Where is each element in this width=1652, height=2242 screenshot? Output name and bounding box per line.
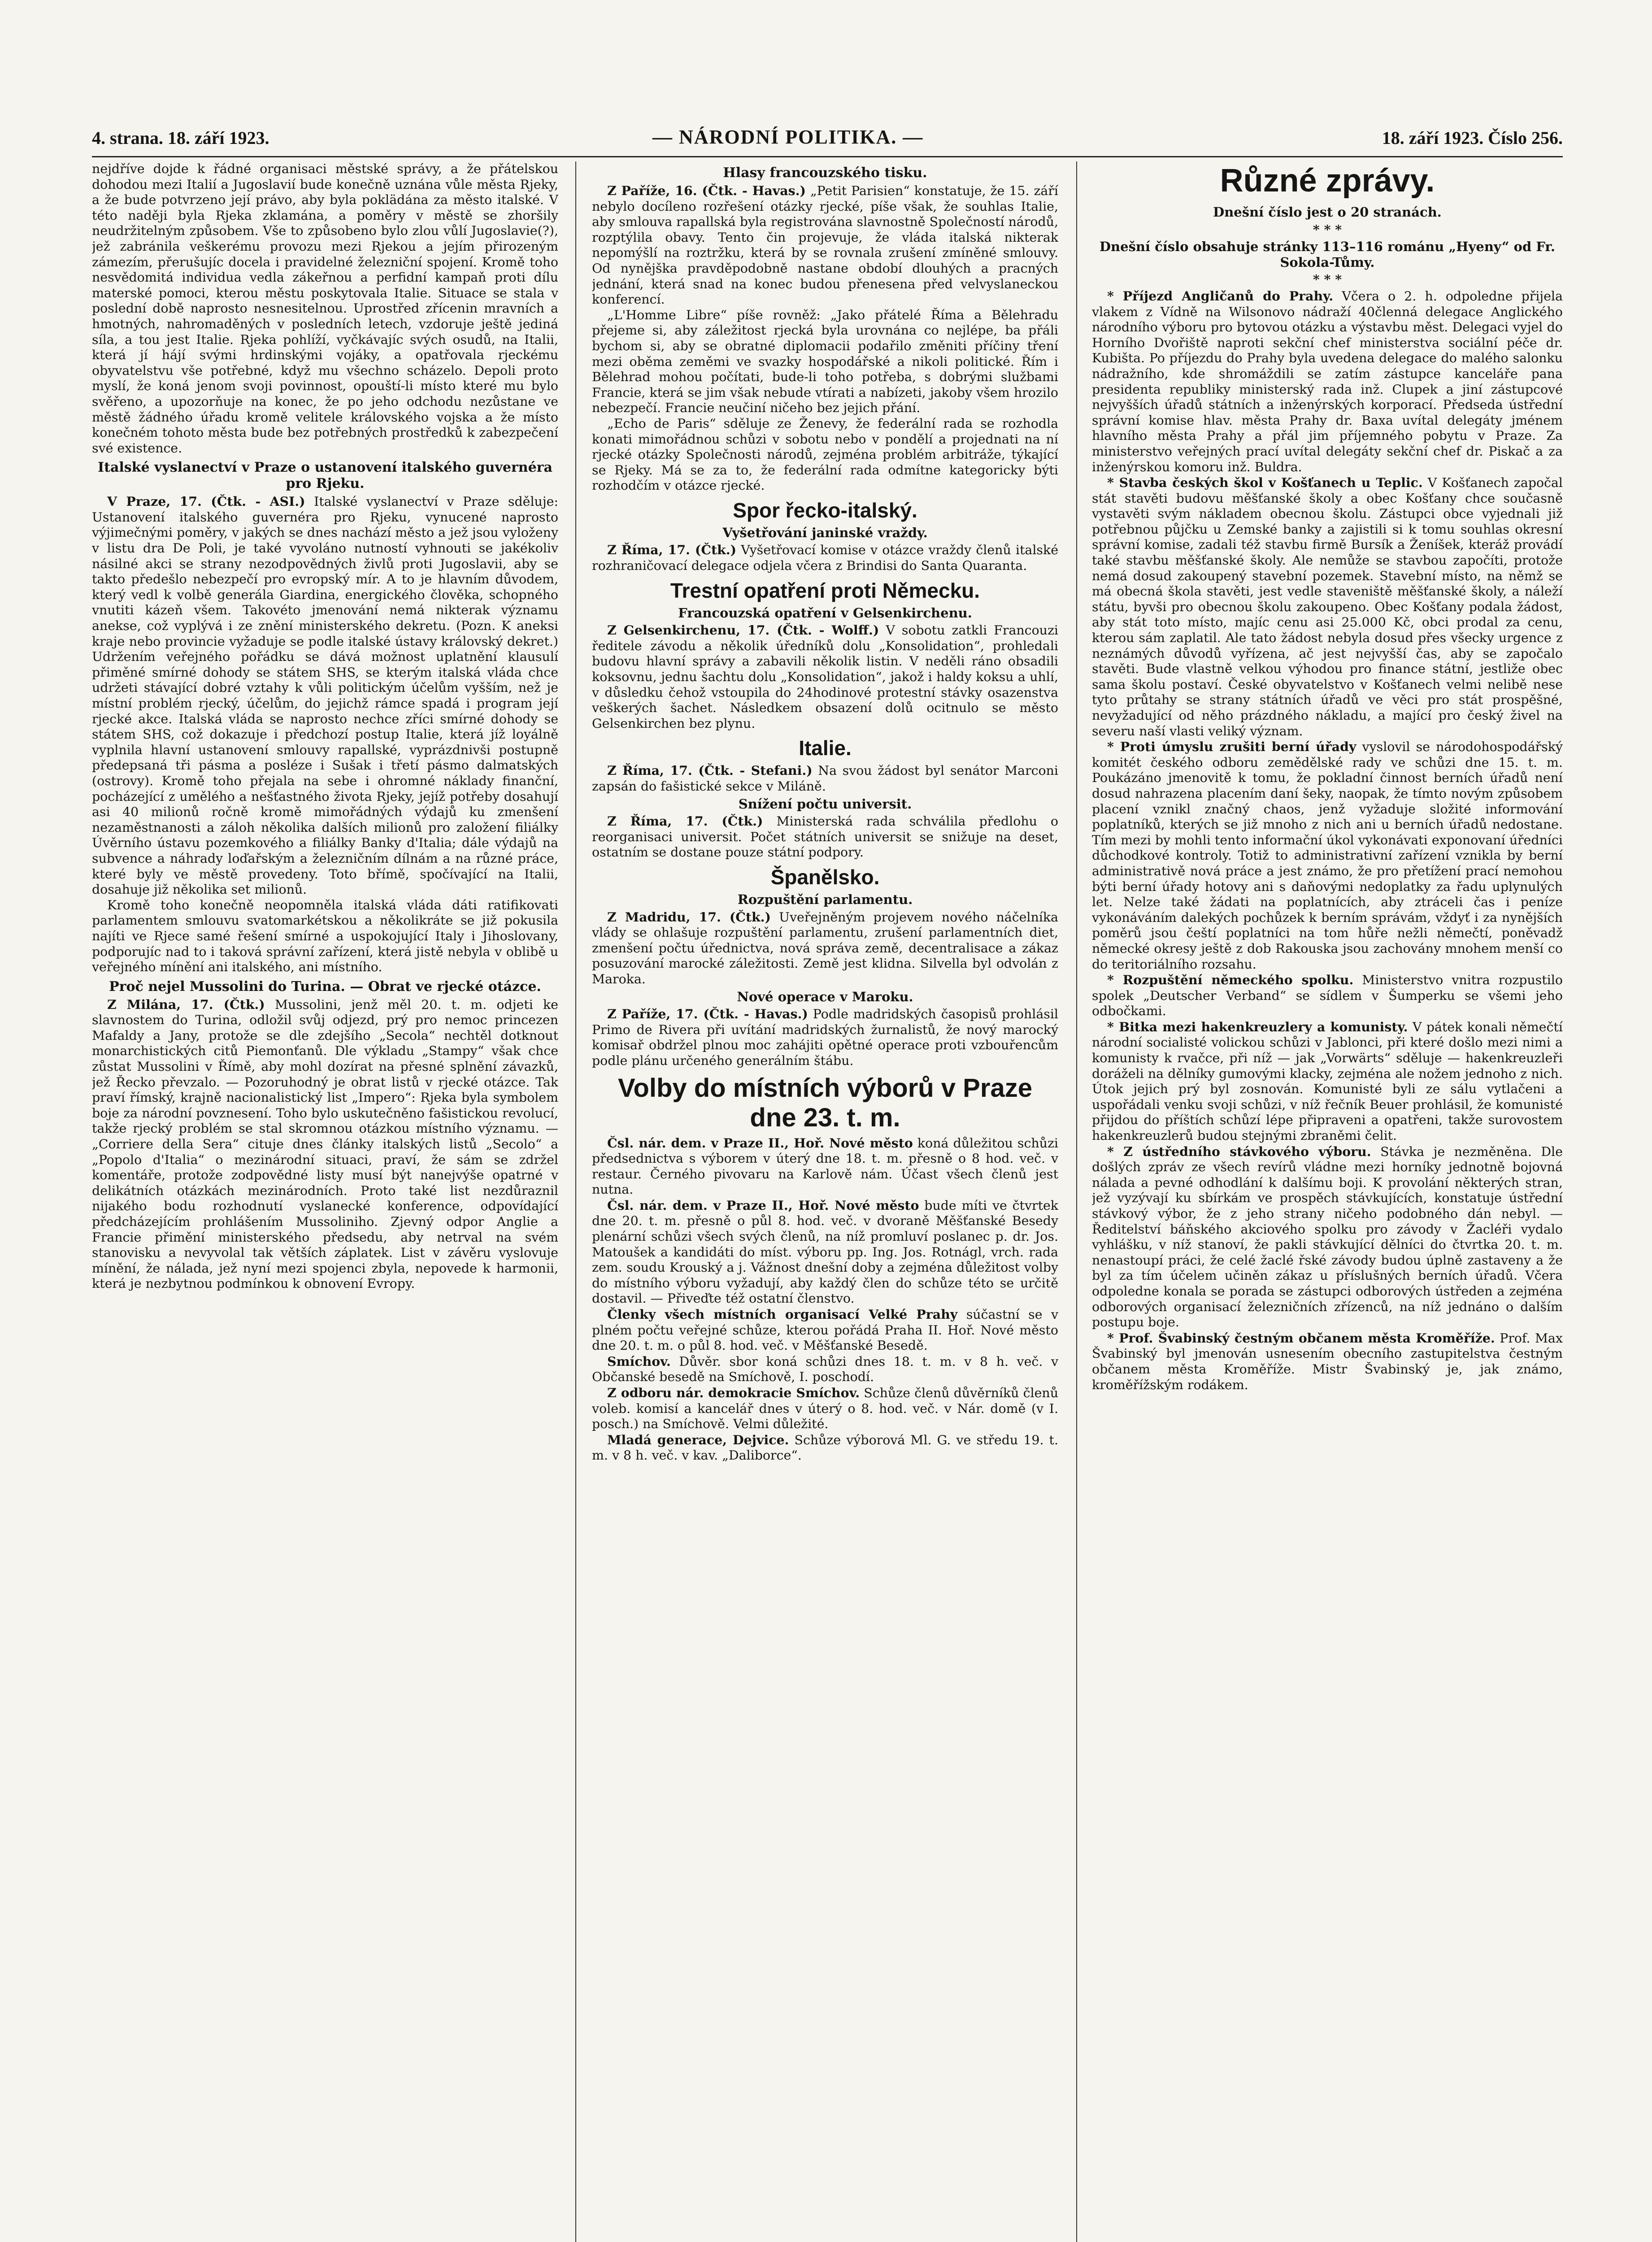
- notice-lead: Mladá generace, Dejvice.: [607, 1432, 789, 1447]
- article-text: Vyšetřovací komise v otázce vraždy členů italské rozhraničovací delegace odjela včera z Brindisi do Santa Quaranta.: [592, 543, 1058, 574]
- article-text: Ministerská rada schválila předlohu o reorganisaci universit. Počet státních universit se snižuje na deset, ostatním se dostane pouze státní podpory.: [592, 814, 1058, 860]
- notice-paragraph: [592, 1135, 1058, 1198]
- dateline: V Praze, 17. (Čtk. - ASI.): [107, 494, 305, 509]
- notice-lead: Členky všech místních organisací Velké Prahy: [607, 1307, 958, 1322]
- news-item-text: Ministerstvo vnitra rozpustilo spolek „Deutscher Verband“ se sídlem v Šumperku se všemi jeho odbočkami.: [1092, 973, 1563, 1019]
- article-text: Mussolini, jenž měl 20. t. m. odjeti ke slavnostem do Turina, odložil svůj odjezd, prý pro nemoc princezen Mafaldy a Jany, protože se dle zdejšího „Secola“ nechtěl dotknout monarchistických citů Piemonťanů. Dle výkladu „Stampy“ však chce zůstat Mussolini v Římě, aby mohl dozírat na přesné splnění závazků, jež Řecko převzalo. — Pozoruhodný je obrat listů v rjecké otázce. Tak praví římský, krajně nacionalistický list „Impero“: Rjeka byla symbolem boje za národní povznesení. Toho bylo uskutečněno fašistickou revolucí, takže rjecký problém se stal skromnou otázkou místního významu. — „Corriere della Sera“ cituje dnes články italských listů „Secolo“ a „Popolo d'Italia“ o mezinárodní situaci, praví, že sám se zdržel komentáře, protože zodpovědné listy musí být nanejvýše opatrné v delikátních otázkách mezinárodních. Proto také list nezdůraznil nijakého bodu rozhodnutí vyslanecké konference, odpovídající předcházejícím prohlášením Mussoliniho. Zjevný odpor Anglie a Francie přimění ministerského předsedu, aby netrval na svém stanovisku a nevyvolal tak větších záplatek. List v závěru vyslovuje mínění, že nálada, jež nyní mezi spojenci zbyla, nepovede k harmonii, která je nezbytnou podmínkou k obnovení Evropy.: [92, 997, 558, 1291]
- article-subheading: Nové operace v Maroku.: [737, 989, 913, 1004]
- article-paragraph: [592, 183, 1058, 308]
- notice-text: koná důležitou schůzi předsednictva s výborem v úterý dne 18. t. m. přesně o 8 hod. več. v restaur. Černého pivovaru na Karlově nám. Účast všech členů jest nutna.: [592, 1135, 1058, 1197]
- notice-text: súčastní se v plném počtu veřejné schůze, kterou pořádá Praha II. Hoř. Nové město dne 20. t. m. o půl 8. hod. več. v Měšťanské Besedě.: [592, 1307, 1058, 1353]
- section-title: Různé zprávy.: [1220, 163, 1435, 199]
- news-item-text: V pátek konali němečtí národní socialisté volickou schůzi v Jablonci, při které došlo mezi nimi a komunisty k rvačce, při níž — jak „Vorwärts“ sděluje — hakenkreuzleři doráželi na dělníky gumovými klacky, zejména ale nožem jednoho z nich. Útok jejich prý byl zosnován. Komunisté byli ze sálu vytlačeni a uspořádali venku svoji schůzi, v níž řečník Beuer prohlásil, že komunisté přijdou do příštích schůzí lépe připraveni a opatřeni, takže surovostem hakenkreuzlerů budou stejnými zbraněmi čelit.: [1092, 1019, 1563, 1143]
- article-paragraph: [592, 622, 1058, 731]
- issue-note: Dnešní číslo obsahuje stránky 113–116 románu „Hyeny“ od Fr. Sokola-Tůmy.: [1099, 239, 1556, 270]
- column-1: [92, 161, 558, 2242]
- article-paragraph: [592, 909, 1058, 987]
- article-paragraph: [592, 1006, 1058, 1069]
- dateline: Z Milána, 17. (Čtk.): [107, 996, 265, 1012]
- article-text: Italské vyslanectví v Praze sděluje: Ustanovení italského guvernéra pro Rjeku, vynucené naprosto výjimečnými poměry, v jakých se dnes nachází město a jež jsou vyloženy v listu dra De Poli, je také vyvoláno nutností vyhnouti se jakékoliv násilné akci se strany nezodpovědných živlů proti Jugoslavii, aby se takto předešlo nebezpečí pro evropský mír. A to je hlavním důvodem, který vedl k volbě generála Giardina, energického člověka, schopného vnutiti kázeň všem. Takovéto jmenování nemá nikterak významu anekse, což vyplývá i ze znění ministerského dekretu. (Pozn. K aneksi kraje nebo provincie vyžaduje se podle italské ústavy královský dekret.) Udržením veřejného pořádku se dává možnost uplatnění klausulí přiměné smírné dohody se státem SHS, se kterým italská vláda chce udržeti stávající dobré vztahy k vůli politickým účelům vyšším, než je místní problém rjecký, účelům, do jejichž rámce spadá i program její rjecké akce. Italská vláda se naprosto nechce zříci smírné dohody se státem SHS, což dokazuje i předchozí postup Italie, která jíž loyálně vyplnila hlavní ustanovení smlouvy rapallské, vyprázdnivši postupně předepsaná tři pásma a posléze i Sušak i třetí pásmo dalmatských (ostrovy). Kromě toho přejala na sebe i ohromné náklady finanční, pocházející z umělého a nešťastného života Rjeky, jejíž potřeby dosahují asi 40 milionů ročně kromě mimořádných výdajů ku zmenšení nezaměstnanosti a záloh několika dalších milionů pro založení filiálky Úvěrního ústavu pozemkového a filiálky Banky d'Italia; dále výdajů na subvence a náhrady loďařským a železničním dílnám a na různé práce, které byly ve městě provedeny. Toto břímě, spočívající na Italii, dosahuje již několika set milionů.: [92, 494, 558, 897]
- issue-note: Dnešní číslo jest o 20 stranách.: [1213, 204, 1442, 220]
- news-item: [1092, 972, 1563, 1019]
- article-text: Podle madridských časopisů prohlásil Primo de Rivera při uvítání madridských žurnalistů, že nový marocký komisař obdržel plnou moc zahájiti opětné operace proti vzbouřencům podle plánu určeného generálním štábu.: [592, 1007, 1058, 1068]
- column-divider: [1076, 161, 1077, 2242]
- masthead-title: — NÁRODNÍ POLITIKA. —: [652, 126, 924, 148]
- section-heading: Španělsko.: [770, 865, 880, 889]
- notice-paragraph: [592, 1307, 1058, 1354]
- article-paragraph: „L'Homme Libre“ píše rovněž: „Jako přátelé Říma a Bělehradu přejeme si, aby záležitost rjecká byla urovnána co nejlépe, ba přáli bychom si, aby se obratné diplomacii podařilo změniti příčiny tření mezi oběma zeměmi ve svazky hospodářské a nikoli politické. Řím i Bělehrad mohou počítati, bude-li toho potřeba, s dobrými službami Francie, která se jim však nebude vtírati a nabízeti, jakoby všem hrozilo nebezpečí. Francie neučiní ničeho bez jejich přání.: [592, 307, 1058, 416]
- dateline: Z Paříže, 16. (Čtk. - Havas.): [607, 183, 806, 198]
- article-paragraph: [92, 494, 558, 897]
- dateline: Z Paříže, 17. (Čtk. - Havas.): [607, 1006, 808, 1022]
- article-text: V sobotu zatkli Francouzi ředitele závodu a několik úředníků dolu „Konsolidation“, prohledali budovu hlavní správy a zabavili několik listin. V neděli ráno obsadili koksovnu, jednu šachtu dolu „Konsolidation“, jakož i haldy koksu a uhlí, v důsledku čehož vstoupila do 24hodinové protestní stávky osazenstva veškerých šachet. Následkem obsazení dolů ocitnulo se město Gelsenkirchen bez plynu.: [592, 623, 1058, 731]
- news-item-text: V Košťanech započal stát stavěti budovu měšťanské školy a obec Košťany chce současně vystavěti svým nákladem obecnou školu. Zástupci obce vyjednali již potřebnou půjčku u Zemské banky a zajistili si k tomu souhlas okresní správní komise, zadali též stavbu firmě Bursík a Ženíšek, kteráž provádí také stavbu měšťanské školy. Ale nemůže se stavbou započíti, protože nemá dosud zakoupený stavební pozemek. Stavební místo, na němž se má obecná škola stavěti, jest vedle staveniště měšťanské školy, a náleží státu, byvši pro obecnou školu zakoupeno. Obec Košťany podala žádost, aby stát toto místo, majíc cenu asi 25.000 Kč, obci prodal za cenu, kterou sám zaplatil. Ale tato žádost nebyla dosud přes všecky urgence z neznámých důvodů vyřízena, ač jest nejvyšší čas, aby se započalo stavěti. Bude vlastně velkou výhodou pro finance státní, jestliže obec sama školu postaví. České obyvatelstvo v Košťanech velmi nelibě nese tyto průtahy se strany státních úřadů ve věci pro stát prospěšné, nevyžadující od něho prázdného nákladu, a mající pro český živel na severu naší vlasti veliký význam.: [1092, 475, 1563, 739]
- article-subheading: Rozpuštění parlamentu.: [737, 891, 913, 907]
- notice-paragraph: [592, 1385, 1058, 1432]
- article-paragraph: Kromě toho konečně neopomněla italská vláda dáti ratifikovati parlamentem smlouvu svatomarkétskou a několikráte se již pokusila najíti ve Rjece samé řešení smírné a uspokojující Italy i Jihoslovany, podporujíc nad to i taková správní zařízení, která jistě nebyla v oblibě u veřejného mínění ani italského, ani místního.: [92, 897, 558, 975]
- newspaper-page: [92, 121, 1563, 2242]
- article-subheading: Vyšetřování janinské vraždy.: [722, 525, 928, 540]
- news-item-title: * Z ústředního stávkového výboru.: [1107, 1143, 1371, 1159]
- news-item-text: Prof. Max Švabinský byl jmenován usnesením obecního zastupitelstva čestným občanem města Kroměříže. Mistr Švabinský je, jak známo, kroměřížským rodákem.: [1092, 1330, 1563, 1392]
- dateline: Z Gelsenkirchenu, 17. (Čtk. - Wolff.): [607, 622, 879, 638]
- news-item: [1092, 1330, 1563, 1393]
- news-item-title: * Příjezd Angličanů do Prahy.: [1107, 288, 1334, 304]
- article-heading: Proč nejel Mussolini do Turina. — Obrat ve rjecké otázce.: [109, 978, 541, 995]
- dateline: Z Říma, 17. (Čtk. - Stefani.): [607, 763, 813, 778]
- article-heading: Hlasy francouzského tisku.: [723, 165, 927, 181]
- article-subheading: Snížení počtu universit.: [738, 796, 912, 812]
- header-page-date: 4. strana. 18. září 1923.: [92, 128, 270, 148]
- notice-text: Schůze členů důvěrníků členů voleb. komisí a kancelář dnes v úterý o 8. hod. več. v Nár. domě (v I. posch.) na Smíchově. Velmi důležité.: [592, 1386, 1058, 1432]
- dateline: Z Říma, 17. (Čtk.): [607, 542, 737, 558]
- article-text: Uveřejněným projevem nového náčelníka vlády se ohlašuje rozpuštění parlamentu, zrušení parlamentních diet, zmenšení počtu úřednictva, nová správa země, decentralisace a zákaz posuzování marocké záležitosti. Země jest klidna. Silvella byl odvolán z Maroka.: [592, 909, 1058, 986]
- article-subheading: Francouzská opatření v Gelsenkirchenu.: [678, 605, 972, 621]
- page-header: [92, 121, 1563, 152]
- news-item-text: Stávka je nezměněna. Dle došlých zpráv ze všech revírů vládne mezi horníky jednotně bojovná nálada a pevné odhodlání k dalšímu boji. K provolání některých stran, jež vyzývají ku sbírkám ve prospěch stávkujících, konstatuje ústřední stávkový výbor, že z jeho strany ničeho podobného dán nebyl. — Ředitelství báňského akciového spolku pro závody v Žacléři vydalo vyhlášku, v níž stanoví, že pakli stávkující dělníci do čtvrtka 20. t. m. nenastoupí práci, že celé žaclé řské závody budou úplně zastaveny a že byl za tím účelem učiněn zákaz u příslušných berních úřadů. Včera odpoledne konala se porada se zástupci odborových ústředen a zejména odborových organisací železničních zřízenců, na níž jednáno o dalším postupu boje.: [1092, 1144, 1563, 1330]
- header-rule: [92, 156, 1563, 157]
- news-item: [1092, 1019, 1563, 1144]
- dateline: Z Říma, 17. (Čtk.): [607, 813, 763, 829]
- separator-stars: * * *: [1313, 222, 1342, 237]
- notice-text: bude míti ve čtvrtek dne 20. t. m. přesně o půl 8. hod. več. v dvoraně Měšťanské Besedy plenární schůzi všech svých členů, na níž promluví poslanec p. dr. Jos. Matoušek a kandidáti do míst. výboru pp. Ing. Jos. Rotnágl, vrch. rada zem. soudu Krouský a j. Vážnost dnešní doby a zejména důležitost volby do místního výboru vyžadují, aby každý člen do schůze této se určitě dostavil. — Přiveďte též ostatní členstvo.: [592, 1198, 1058, 1306]
- news-item-title: * Proti úmyslu zrušiti berní úřady: [1107, 739, 1356, 755]
- article-paragraph: [92, 997, 558, 1292]
- dateline: Z Madridu, 17. (Čtk.): [607, 909, 771, 925]
- news-item: [1092, 288, 1563, 475]
- notice-lead: Čsl. nár. dem. v Praze II., Hoř. Nové město: [607, 1197, 919, 1213]
- notice-text: Důvěr. sbor koná schůzi dnes 18. t. m. v 8 h. več. v Občanské besedě na Smíchově, I. poschodí.: [592, 1354, 1058, 1385]
- notice-paragraph: [592, 1198, 1058, 1307]
- article-continuation: nejdříve dojde k řádné organisaci městské správy, a že přátelskou dohodou mezi Italií a Jugoslavií bude konečně uznána vůle města Rjeky, a že bude potvrzeno její právo, aby byla poklädána za město italské. V této naději byla Rjeka zklamána, a poměry v městě se zhoršily neudržitelným způsobem. Vše to způsobeno bylo zlou vůlí Jugoslavie(?), jež zabránila veškerému provozu mezi Rjekou a jejím přirozeným zámezím, přerušujíc docela i pravidelné železniční spojení. Kromě toho nesvědomitá individua vedla zákeřnou a perfidní kampaň proti dílu materské pomoci, kterou městu poskytovala Italie. Situace se stala v poslední době naprosto nesnesitelnou. Uprostřed zřícenin mravních a hmotných, nahromaděných v posledních letech, vzdoruje ještě jediná síla, a tou jest Italie. Rjeka pohlíží, vyčkávajíc svých osudů, na Italii, která jí hájí svými hrdinskými vojáky, a opatřovala rjeckému obyvatelstvu vše potřebné, když mu všechno scházelo. Depoli proto myslí, že koná jenom svoji povinnost, opouští-li místo které mu bylo svěřeno, a upozorňuje na konec, že po jeho odchodu nezůstane ve městě žádného úřadu kromě velitele královského vojska a že místo konečném tohoto města bude bez potřebných prostředků k zabezpečení své existence.: [92, 161, 558, 456]
- news-item: [1092, 739, 1563, 972]
- notice-lead: Smíchov.: [607, 1353, 671, 1369]
- section-heading: Volby do místních výborů v Praze dne 23. t. m.: [618, 1073, 1032, 1132]
- article-heading: Italské vyslanectví v Praze o ustanovení italského guvernéra pro Rjeku.: [98, 460, 552, 492]
- news-item: [1092, 475, 1563, 739]
- news-item-title: * Prof. Švabinský čestným občanem města Kroměříže.: [1107, 1330, 1495, 1346]
- article-paragraph: [592, 763, 1058, 794]
- news-item-title: * Bitka mezi hakenkreuzlery a komunisty.: [1107, 1019, 1408, 1034]
- article-text: Na svou žádost byl senátor Marconi zapsán do fašistické sekce v Miláně.: [592, 763, 1058, 794]
- article-paragraph: [592, 542, 1058, 574]
- news-item-text: Včera o 2. h. odpoledne přijela vlakem z Vídně na Wilsonovo nádraží 40členná delegace Anglického národního výboru pro bytovou otázku a výstavbu měst. Delegaci vyjel do Horního Dvořiště naproti sekční chef ministerstva sociální péče dr. Kubišta. Po příjezdu do Prahy byla uvedena delegace do malého salonku nádražního, kde shromáždili se zatím zástupce kanceláře pana presidenta republiky ministerský rada inž. Clupek a jiní zástupcové nejvyšších úřadů státních a inženýrských korporací. Předseda ústřední správní komise hlav. města Prahy dr. Baxa uvítal delegáty jménem hlavního města Prahy a přál jim příjemného pobytu v Praze. Za ministerstvo veřejných prací uvítal delegáty sekční chef dr. Piskač a za inženýrskou komoru inž. Buldra.: [1092, 288, 1563, 474]
- news-item-text: vyslovil se národohospodářský komitét českého odboru zemědělské rady ve schůzi dne 15. t. m. Poukázáno jmenovitě k tomu, že pokladní činnost berních úřadů není dosud nahrazena placením daní šeky, naopak, že tímto novým způsobem placení vznikl značný chaos, jenž vyžaduje složité informování poplatníků, kterých se již mnoho z nich ani u berních úřadů nedostane. Tím mezi by mohli tento informační úkol vykonávati exponovaní úředníci důchodkové kontroly. Totiž to administrativní zařízení vznikla by berní administrativě nová práce a jest známo, že pro přetížení prací nemohou býti berní úřady hotovy ani s daňovými nedoplatky za řadu uplynulých let. Nelze také žádati na poplatnících, aby ztráceli čas i peníze vykonáváním dalekých pochůzek k berním správám, vždyť i za nynějších poměrů jsou čeští poplatníci na tom hůře nežli němečtí, poněvadž německé okresy ještě z dob Rakouska jsou zachovány mnohem menší co do teritoriálního rozsahu.: [1092, 739, 1563, 972]
- header-issue-number: 18. září 1923. Číslo 256.: [1382, 128, 1563, 148]
- column-2: [592, 161, 1058, 2242]
- notice-lead: Čsl. nár. dem. v Praze II., Hoř. Nové město: [607, 1135, 913, 1151]
- news-item-title: * Rozpuštění německého spolku.: [1107, 972, 1354, 988]
- section-heading: Italie.: [799, 736, 852, 760]
- section-heading: Spor řecko-italský.: [733, 498, 917, 522]
- article-paragraph: „Echo de Paris“ sděluje ze Ženevy, že federální rada se rozhodla konati mimořádnou schůzi v sobotu nebo v pondělí a projednati na ní rjecké otázky Společnosti národů, zejména problém arbitráže, týkající se Rjeky. Má se za to, že federální rada odmítne kategoricky býti rozhodčím v otázce rjecké.: [592, 416, 1058, 493]
- article-paragraph: [592, 813, 1058, 860]
- news-item-title: * Stavba českých škol v Košťanech u Teplic.: [1107, 475, 1423, 491]
- news-item: [1092, 1144, 1563, 1330]
- notice-paragraph: [592, 1432, 1058, 1464]
- notice-paragraph: [592, 1354, 1058, 1385]
- article-text: „Petit Parisien“ konstatuje, že 15. září nebylo docíleno rozřešení otázky rjecké, píše však, že souhlas Italie, aby smlouva rapallská byla registrována slavnostně Společností národů, rozptýlila obavy. Tento čin projevuje, že vláda italská nikterak nepomýšlí na roztržku, která by se rovnala zrušení zmíněné smlouvy. Od nynějška pravděpodobně nastane období dlouhých a pracných jednání, která snad na konec budou přenesena před velvyslaneckou konferencí.: [592, 183, 1058, 307]
- separator-stars: * * *: [1313, 272, 1342, 287]
- notice-lead: Z odboru nár. demokracie Smíchov.: [607, 1385, 860, 1400]
- column-divider: [575, 161, 576, 2242]
- section-heading: Trestní opatření proti Německu.: [670, 578, 980, 602]
- notice-text: Schůze výborová Ml. G. ve středu 19. t. m. v 8 h. več. v kav. „Daliborce“.: [592, 1432, 1058, 1463]
- column-3: [1092, 161, 1563, 2242]
